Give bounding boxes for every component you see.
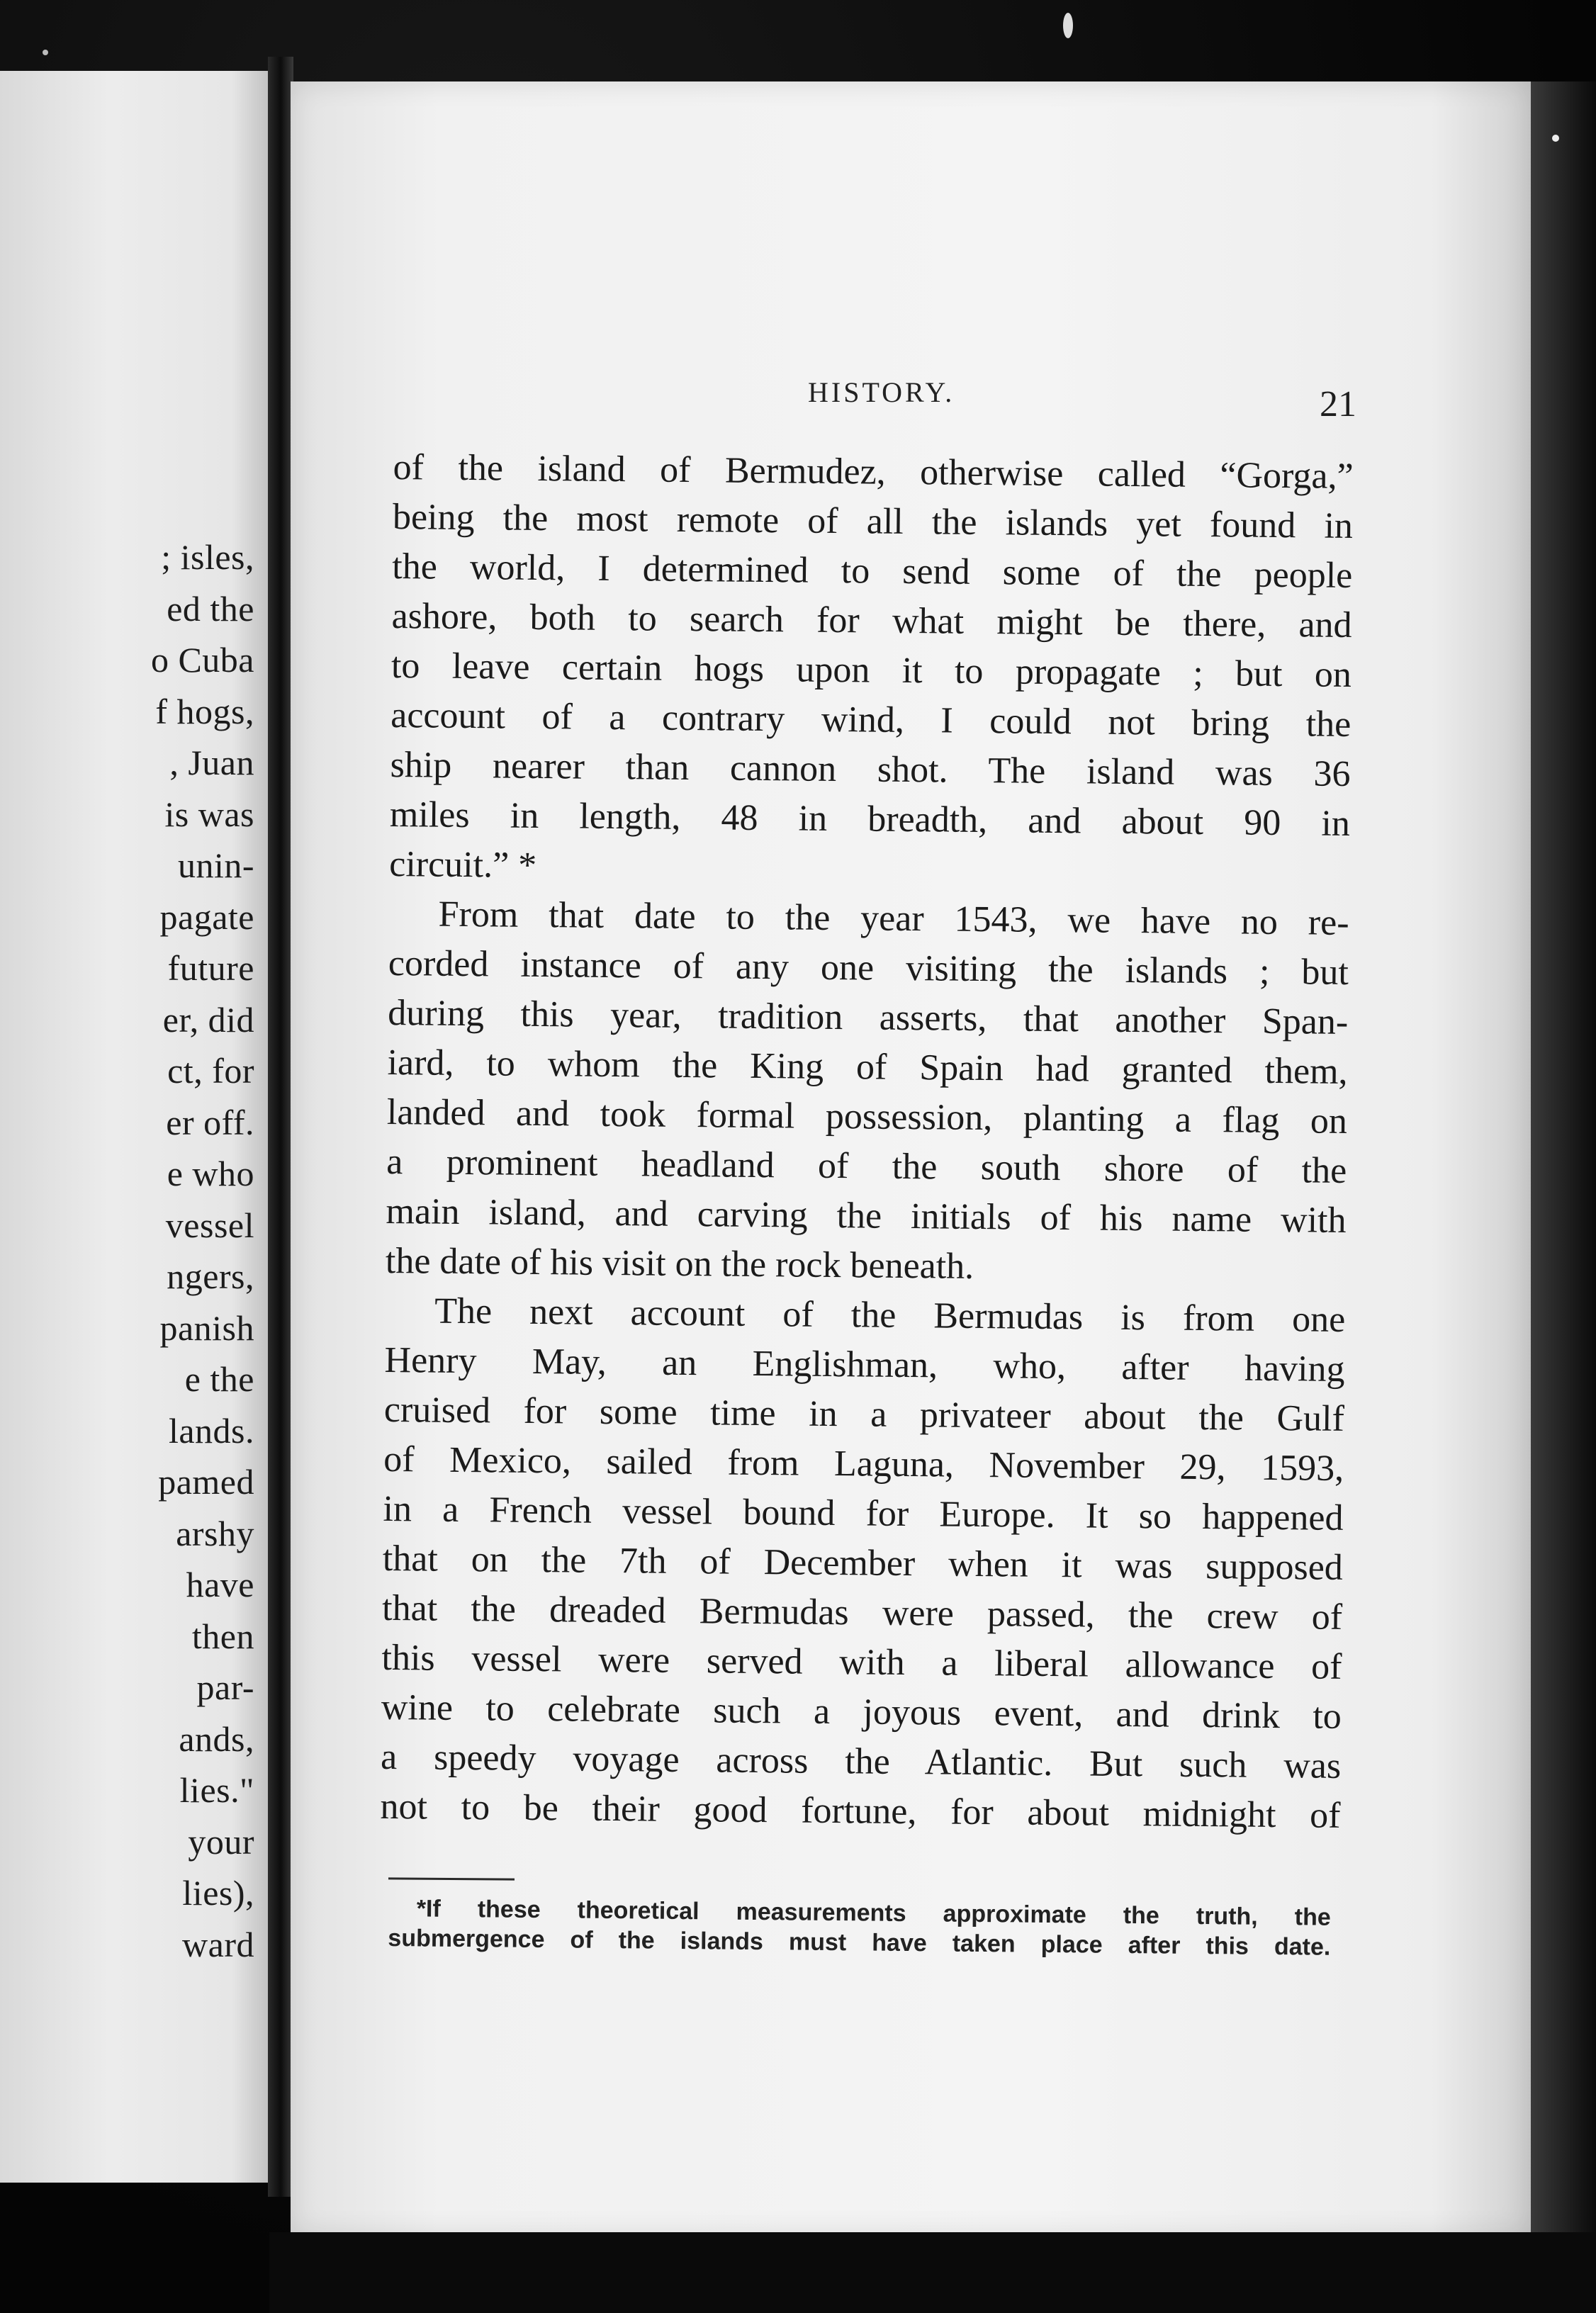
footnote-line: submergence of the islands must have taken place after this date. [388, 1924, 1331, 1961]
scan-speck [1552, 135, 1559, 142]
footnote-line: *If these theoretical measurements approximate the truth, the [416, 1895, 1331, 1931]
text-line: From that date to the year 1543, we have no re- [438, 894, 1349, 943]
fragment-line: ands, [179, 1718, 254, 1759]
previous-page [0, 71, 273, 2183]
fragment-line: panish [159, 1307, 254, 1348]
text-line: to leave certain hogs upon it to propagate ; but on [390, 645, 1352, 695]
fragment-line: lands. [168, 1410, 254, 1451]
scan-speck [43, 50, 48, 55]
fragment-line: e who [167, 1154, 254, 1193]
fragment-line: have [186, 1565, 254, 1604]
fragment-line: er off. [166, 1102, 254, 1142]
fragment-line: pamed [158, 1462, 254, 1502]
fragment-line: , Juan [169, 743, 254, 782]
fragment-line: is was [164, 794, 254, 834]
text-line: this vessel were served with a liberal allowance of [381, 1637, 1342, 1687]
fragment-line: f hogs, [155, 691, 254, 731]
previous-page-fragments [13, 531, 254, 1970]
text-line: The next account of the Bermudas is from one [434, 1290, 1346, 1340]
fragment-line: o Cuba [150, 640, 254, 680]
text-line: circuit.” * [389, 843, 537, 886]
text-line: not to be their good fortune, for about midnight of [380, 1786, 1341, 1836]
fragment-line: lies), [182, 1873, 254, 1913]
text-line: Henry May, an Englishman, who, after having [384, 1339, 1345, 1390]
fragment-line: future [167, 948, 254, 988]
text-line: miles in length, 48 in breadth, and about 90 in [389, 794, 1351, 844]
right-scan-edge [1531, 81, 1596, 2236]
text-line: during this year, tradition asserts, that another Span- [388, 992, 1349, 1042]
footnote [388, 1893, 1331, 1962]
page-number: 21 [1320, 384, 1356, 424]
fragment-line: par- [196, 1667, 254, 1707]
text-line: being the most remote of all the islands yet found in [392, 496, 1354, 547]
text-line: ashore, both to search for what might be there, and [391, 595, 1352, 646]
text-line: the world, I determined to send some of the people [392, 546, 1353, 596]
fragment-line: pagate [159, 896, 254, 937]
book-gutter [268, 57, 293, 2197]
text-line: wine to celebrate such a joyous event, and drink to [381, 1687, 1342, 1737]
fragment-line: vessel [165, 1205, 254, 1245]
fragment-line: ; isles, [161, 537, 254, 577]
text-line: cruised for some time in a privateer about the Gulf [383, 1389, 1345, 1439]
fragment-line: your [188, 1821, 254, 1862]
fragment-line: ward [182, 1924, 254, 1964]
text-line: landed and took formal possession, planting a flag on [386, 1091, 1348, 1142]
text-line: account of a contrary wind, I could not bring the [390, 694, 1351, 745]
text-line: main island, and carving the initials of his name with [386, 1191, 1347, 1241]
fragment-line: ngers, [167, 1256, 254, 1296]
fragment-line: er, did [162, 999, 254, 1040]
fragment-line: ct, for [167, 1051, 254, 1091]
bottom-scan-edge [269, 2232, 1596, 2313]
text-line: of Mexico, sailed from Laguna, November 29, 1593, [383, 1439, 1344, 1489]
fragment-line: then [191, 1616, 254, 1656]
fragment-line: unin- [177, 845, 254, 885]
text-line: iard, to whom the King of Spain had granted them, [387, 1042, 1348, 1092]
fragment-line: lies." [179, 1770, 254, 1810]
text-line: ship nearer than cannon shot. The island was 36 [390, 744, 1351, 794]
body-text [380, 443, 1354, 1841]
fragment-line: ed the [167, 588, 254, 629]
text-line: the date of his visit on the rock beneath. [385, 1240, 974, 1287]
fragment-line: arshy [176, 1513, 254, 1553]
text-line: a prominent headland of the south shore of the [386, 1141, 1347, 1191]
text-line: a speedy voyage across the Atlantic. But such was [380, 1736, 1342, 1786]
text-line: that the dreaded Bermudas were passed, the crew of [381, 1587, 1343, 1638]
text-line: corded instance of any one visiting the islands ; but [388, 942, 1349, 993]
scan-speck [1063, 13, 1073, 38]
fragment-line: e the [184, 1359, 254, 1399]
text-line: of the island of Bermudez, otherwise called “Gorga,” [393, 446, 1354, 497]
running-head: HISTORY. [808, 376, 955, 408]
text-line: in a French vessel bound for Europe. It so happened [383, 1488, 1344, 1538]
text-line: that on the 7th of December when it was supposed [382, 1538, 1344, 1588]
